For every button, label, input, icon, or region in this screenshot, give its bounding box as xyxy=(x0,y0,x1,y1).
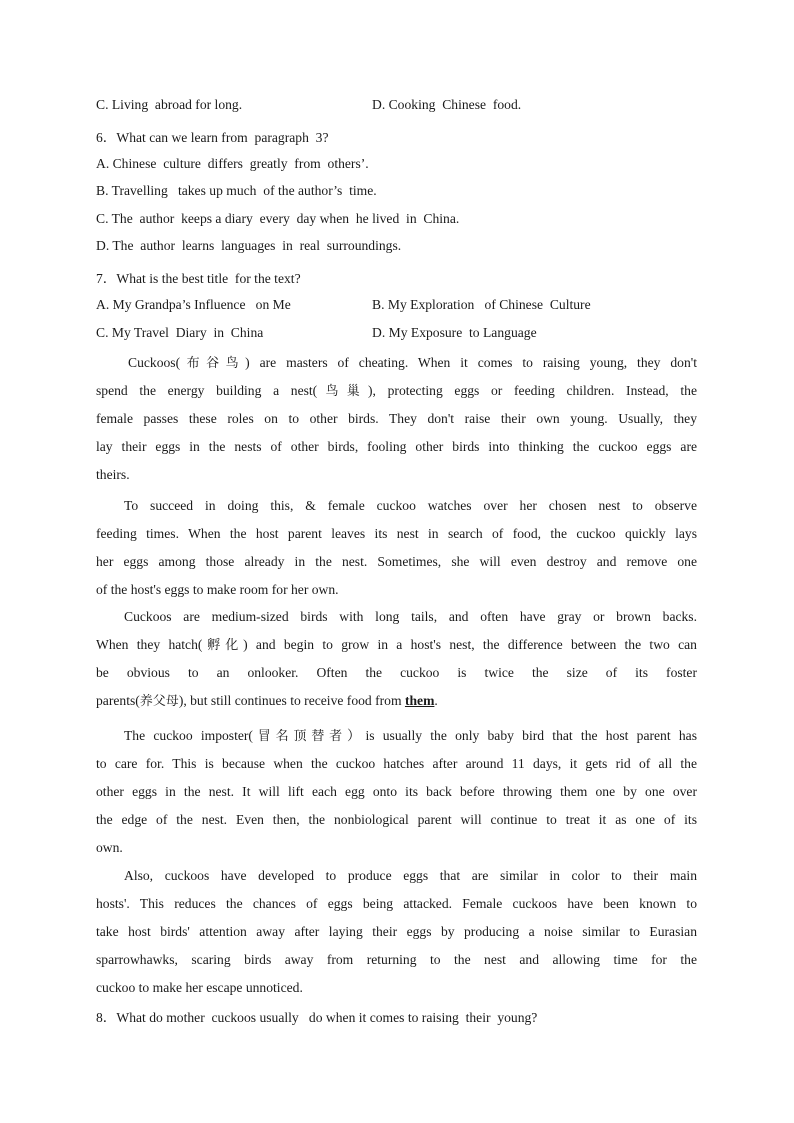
q8-question: 8．What do mother cuckoos usually do when it comes to raising their young? xyxy=(96,1010,538,1025)
q7-option-c: C. My Travel Diary in China xyxy=(96,325,264,340)
passage-line: theirs. xyxy=(96,467,130,482)
chinese-gloss: 鸟巢 xyxy=(317,384,369,399)
text-span: ), protecting eggs or feeding children. Instead, the xyxy=(368,383,697,398)
passage-line: feeding times. When the host parent leaves its nest in search of food, the cuckoo quickly lays xyxy=(96,526,697,541)
underlined-word-them: them xyxy=(404,693,435,708)
passage-paragraph-2 xyxy=(96,492,697,604)
passage-line: lay their eggs in the nests of other birds, fooling other birds into thinking the cuckoo eggs are xyxy=(96,439,697,454)
q7-option-d: D. My Exposure to Language xyxy=(372,325,537,340)
text-span: ) and begin to grow in a host's nest, the difference between the two can xyxy=(243,637,697,652)
passage-line: To succeed in doing this, & female cuckoo watches over her chosen nest to observe xyxy=(124,498,697,513)
passage-line: Cuckoos are medium-sized birds with long tails, and often have gray or brown backs. xyxy=(124,609,697,624)
passage-paragraph-1 xyxy=(96,349,697,489)
passage-line: take host birds' attention away after laying their eggs by producing a noise similar to Eurasian xyxy=(96,924,697,939)
q6-option-d: D. The author learns languages in real surroundings. xyxy=(96,238,402,253)
passage-line xyxy=(96,349,697,377)
passage-paragraph-4 xyxy=(96,722,697,862)
passage-line: the edge of the nest. Even then, the nonbiological parent will continue to treat it as one of its xyxy=(96,812,697,827)
passage-paragraph-3 xyxy=(96,603,697,715)
passage-line: sparrowhawks, scaring birds away from returning to the nest and allowing time for the xyxy=(96,952,697,967)
text-span: When they hatch( xyxy=(96,637,203,652)
text-span: spend the energy building a nest( xyxy=(96,383,318,398)
passage-line: to care for. This is because when the cuckoo hatches after around 11 days, it gets rid of all the xyxy=(96,756,697,771)
text-span: ）is usually the only baby bird that the host parent has xyxy=(347,728,697,743)
text-span: . xyxy=(434,693,438,708)
q7-option-a: A. My Grandpa’s Influence on Me xyxy=(96,297,291,312)
passage-line: cuckoo to make her escape unnoticed. xyxy=(96,980,303,995)
q7-question: 7．What is the best title for the text? xyxy=(96,271,301,286)
passage-line: female passes these roles on to other birds. They don't raise their own young. Usually, they xyxy=(96,411,697,426)
passage-line: her eggs among those already in the nest. Sometimes, she will even destroy and remove one xyxy=(96,554,697,569)
chinese-gloss: 冒名顶替者 xyxy=(252,729,348,744)
text-span: ), but still continues to receive food from xyxy=(178,693,405,708)
chinese-gloss: 养父母 xyxy=(139,694,179,709)
text-span: ) are masters of cheating. When it comes to raising young, they don't xyxy=(245,355,697,370)
q6-option-a: A. Chinese culture differs greatly from others’. xyxy=(96,156,369,171)
chinese-gloss: 孵化 xyxy=(202,638,244,653)
passage-paragraph-5 xyxy=(96,862,697,1002)
q5-option-c: C. Living abroad for long. xyxy=(96,97,243,112)
chinese-gloss: 布谷鸟 xyxy=(180,356,246,371)
passage-line xyxy=(96,687,697,715)
q6-option-b: B. Travelling takes up much of the author’s time. xyxy=(96,183,377,198)
passage-line: be obvious to an onlooker. Often the cuckoo is twice the size of its foster xyxy=(96,665,697,680)
q6-question: 6．What can we learn from paragraph 3? xyxy=(96,130,329,145)
q6-option-c: C. The author keeps a diary every day when he lived in China. xyxy=(96,211,460,226)
passage-line xyxy=(96,722,697,750)
q7-option-b: B. My Exploration of Chinese Culture xyxy=(372,297,591,312)
text-span: The cuckoo imposter( xyxy=(124,728,253,743)
passage-line: other eggs in the nest. It will lift each egg onto its back before throwing them one by one over xyxy=(96,784,697,799)
q5-option-d: D. Cooking Chinese food. xyxy=(372,97,522,112)
passage-line xyxy=(96,377,697,405)
passage-line: hosts'. This reduces the chances of eggs being attacked. Female cuckoos have been known to xyxy=(96,896,697,911)
text-span: parents( xyxy=(96,693,140,708)
text-span: Cuckoos( xyxy=(128,355,181,370)
passage-line: of the host's eggs to make room for her own. xyxy=(96,582,339,597)
passage-line xyxy=(96,631,697,659)
passage-line: Also, cuckoos have developed to produce eggs that are similar in color to their main xyxy=(124,868,697,883)
passage-line: own. xyxy=(96,840,123,855)
